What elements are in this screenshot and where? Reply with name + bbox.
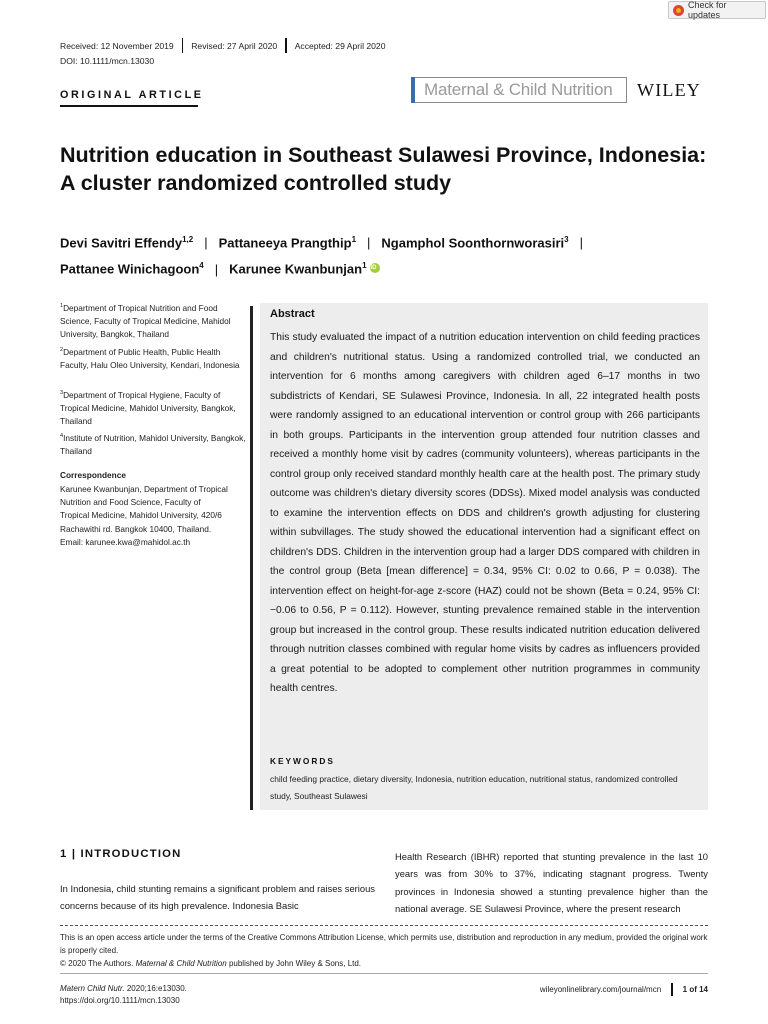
received-date: Received: 12 November 2019 <box>60 40 174 51</box>
correspondence-line: Rachawithi rd. Bangkok 10400, Thailand. <box>60 523 212 534</box>
article-title <box>60 141 740 197</box>
divider <box>671 983 673 996</box>
author-name[interactable]: Pattaneeya Prangthip <box>218 235 352 251</box>
footer-right <box>540 983 708 996</box>
article-type: ORIGINAL ARTICLE <box>60 89 204 101</box>
revised-date: Revised: 27 April 2020 <box>191 40 278 51</box>
affiliation-number: 2 <box>60 347 64 353</box>
copyright-suffix: published by John Wiley & Sons, Ltd. <box>226 959 362 968</box>
author-affiliation-ref: 1,2 <box>182 235 194 244</box>
affiliation-number: 3 <box>60 390 64 396</box>
abstract-side-rule <box>250 306 253 810</box>
author-affiliation-ref: 1 <box>362 261 367 271</box>
author-affiliation-ref: 3 <box>564 235 569 244</box>
intro-column-1: In Indonesia, child stunting remains a significant problem and raises serious concerns because of its high prevalence. Indonesia Basic <box>60 883 375 912</box>
citation <box>60 983 187 995</box>
section-heading-introduction: 1 | INTRODUCTION <box>60 848 182 860</box>
accepted-date: Accepted: 29 April 2020 <box>294 40 386 51</box>
affiliation <box>60 300 250 341</box>
author-name[interactable]: Karunee Kwanbunjan <box>229 261 363 277</box>
correspondence-heading: Correspondence <box>60 470 126 480</box>
publisher-logo: WILEY <box>637 80 701 100</box>
journal-site-link[interactable]: wileyonlinelibrary.com/journal/mcn <box>539 985 662 994</box>
affiliation-number: 4 <box>60 433 64 439</box>
title-line-2: A cluster randomized controlled study <box>60 171 452 195</box>
copyright-prefix: © 2020 The Authors. <box>60 959 136 968</box>
orcid-icon[interactable] <box>370 263 380 273</box>
crossmark-icon <box>673 5 684 16</box>
divider <box>182 38 184 53</box>
author-affiliation-ref: 4 <box>199 261 204 271</box>
abstract-text: This study evaluated the impact of a nutrition education intervention on child feeding practices and children's nutritional status. Using a randomized controlled trial, we conducted an intervention for 6 months among caregivers with children aged 6–17 months in two subdistricts of Kendari, SE Sulawesi Province, Indonesia. In all, 22 integrated health posts were randomly assigned to an educational intervention or control group with 266 participants in both groups. Participants in the intervention group attended four nutrition classes and received a monthly home visit by cadres (community volunteers), whereas participants in the control group only received standard monthly health care at the health post. The primary study outcome was children's dietary diversity scores (DDSs). Mixed model analysis was conducted to examine the intervention effects on DDS and children's growth adjusting for clustering within subvillages. The study showed the educational intervention had a significant effect on children's DDS. Children in the intervention group had a larger DDS compared with children in the control group (Beta [mean difference] = 0.34, 95% CI: 0.02 to 0.66, P = 0.038). The intervention effect on height-for-age z-score (HAZ) could not be shown (Beta = 0.24, 95% CI: −0.06 to 0.56, P = 0.112). However, stunting prevalence remained stable in the intervention group but increased in the control group. These results indicated nutrition education delivered through nutrition classes combined with regular home visits by cadres as influencers provided a great potential to be adopted to complement other nutrition programmes in community health centres. <box>270 332 700 694</box>
keywords-list: child feeding practice, dietary diversity, Indonesia, nutrition education, nutritional status, randomized controlled study, Southeast Sulawesi <box>270 774 678 801</box>
footer-doi-link[interactable]: https://doi.org/10.1111/mcn.13030 <box>60 996 180 1005</box>
license-footnote <box>60 931 708 970</box>
affiliation-text: Department of Tropical Hygiene, Faculty of Tropical Medicine, Mahidol University, Bangkok, Thailand <box>60 389 236 427</box>
correspondence-line: Tropical Medicine, Mahidol University, 420/6 <box>60 510 222 521</box>
check-for-updates-label: Check for updates <box>688 0 727 20</box>
affiliation-text: Institute of Nutrition, Mahidol University, Bangkok, Thailand <box>60 432 246 456</box>
correspondence-line: Karunee Kwanbunjan, Department of Tropical <box>60 484 228 494</box>
correspondence-line: Nutrition and Food Science, Faculty of <box>60 497 201 508</box>
affiliation-text: Department of Tropical Nutrition and Food Science, Faculty of Tropical Medicine, Mahidol University, Bangkok, Thailand <box>60 302 231 340</box>
affiliation-text: Department of Public Health, Public Health Faculty, Halu Oleo University, Kendari, Indonesia <box>60 346 240 370</box>
author-separator: | <box>367 235 371 251</box>
author-affiliation-ref: 1 <box>351 235 357 244</box>
journal-name: Maternal & Child Nutrition <box>424 80 613 99</box>
author-separator: | <box>579 235 583 251</box>
keywords-heading: KEYWORDS <box>270 756 335 766</box>
citation-journal: Matern Child Nutr. <box>60 984 125 993</box>
author-name[interactable]: Ngamphol Soonthornworasiri <box>381 235 565 251</box>
copyright-journal: Maternal & Child Nutrition <box>135 959 227 968</box>
article-dates <box>60 38 385 53</box>
affiliation <box>60 387 250 428</box>
journal-logo-accent <box>411 77 415 103</box>
article-type-underline <box>60 105 198 107</box>
page-number: 1 of 14 <box>682 985 708 994</box>
footer-rule <box>60 973 708 974</box>
correspondence-details <box>60 483 255 549</box>
affiliation-number: 1 <box>60 303 64 309</box>
affiliation <box>60 430 250 458</box>
correspondence-email[interactable]: Email: karunee.kwa@mahidol.ac.th <box>60 536 191 547</box>
author-separator: | <box>214 261 219 277</box>
author-separator: | <box>204 235 208 251</box>
divider <box>285 38 287 53</box>
footnote-divider <box>60 925 708 926</box>
abstract-heading: Abstract <box>270 308 315 320</box>
author-name[interactable]: Pattanee Winichagoon <box>60 261 200 277</box>
footer-citation <box>60 983 187 1007</box>
author-name[interactable]: Devi Savitri Effendy <box>60 235 183 251</box>
author-line-2 <box>60 254 750 280</box>
check-for-updates-button[interactable] <box>668 1 766 19</box>
author-list <box>60 228 750 281</box>
author-line-1 <box>60 228 750 254</box>
affiliation <box>60 344 250 372</box>
intro-column-2: Health Research (IBHR) reported that stunting prevalence in the last 10 years was from 30% to 37%, indicating stagnant progress. Twenty provinces in Indonesia showed a stunting prevalence higher than the national average. SE Sulawesi Province, where the present research <box>395 851 708 915</box>
title-line-1: Nutrition education in Southeast Sulawesi Province, Indonesia: <box>60 143 707 167</box>
license-text: This is an open access article under the terms of the Creative Commons Attribution License, which permits use, distribution and reproduction in any medium, provided the original work is properly cited. <box>60 933 708 955</box>
copyright-text <box>60 957 708 970</box>
citation-volume: 2020;16:e13030. <box>124 984 187 993</box>
doi[interactable]: DOI: 10.1111/mcn.13030 <box>60 56 155 66</box>
